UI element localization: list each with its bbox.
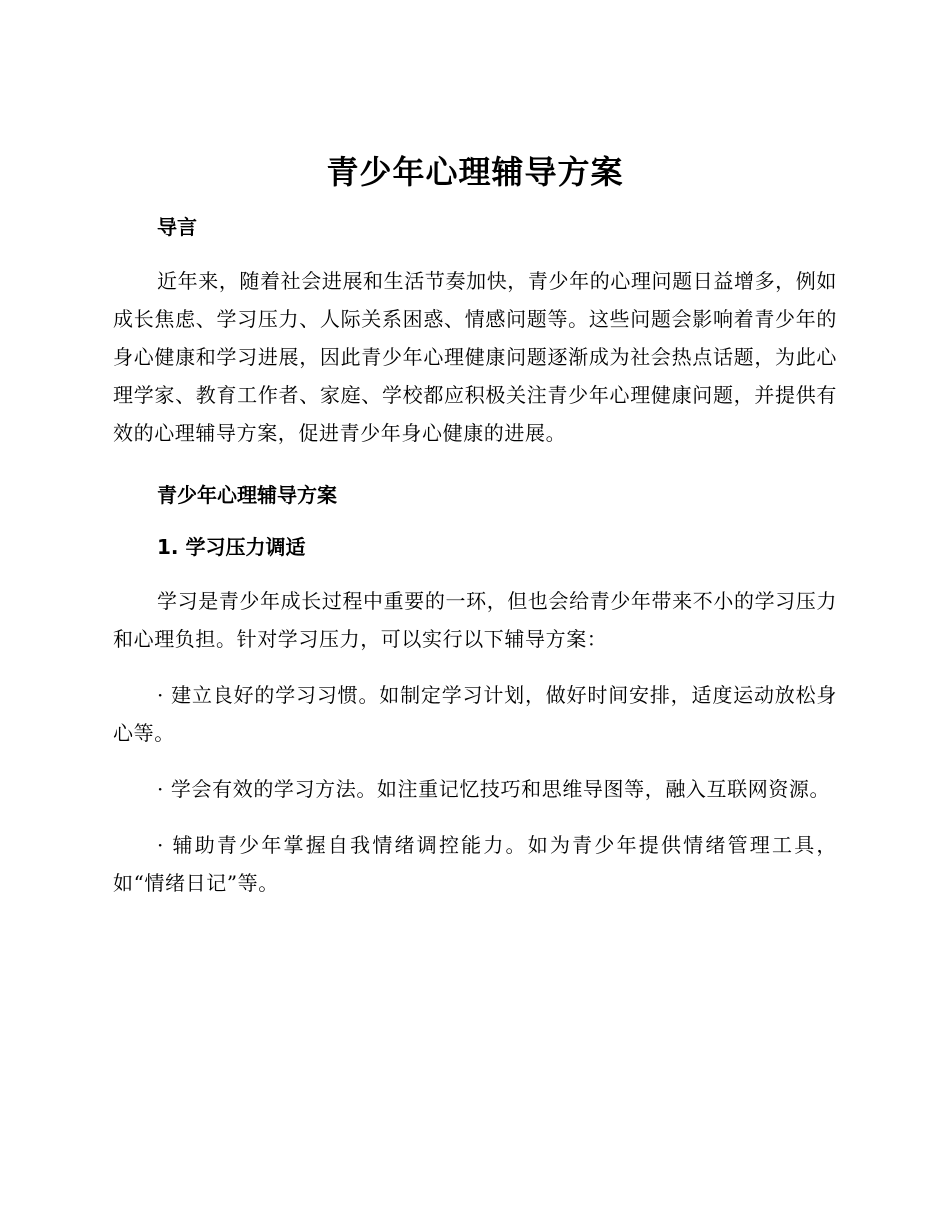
bullet-item-study-habits: · 建立良好的学习习惯。如制定学习计划，做好时间安排，适度运动放松身心等。 [113, 683, 837, 745]
section-heading-introduction: 导言 [157, 215, 197, 239]
study-pressure-paragraph: 学习是青少年成长过程中重要的一环，但也会给青少年带来不小的学习压力和心理负担。针对学习压力，可以实行以下辅导方案： [113, 589, 837, 651]
subsection-heading-study-pressure: 1. 学习压力调适 [157, 535, 306, 559]
bullet-item-emotion-control: · 辅助青少年掌握自我情绪调控能力。如为青少年提供情绪管理工具，如“情绪日记”等。 [113, 833, 837, 895]
bullet-item-study-methods: · 学会有效的学习方法。如注重记忆技巧和思维导图等，融入互联网资源。 [157, 777, 831, 801]
section-heading-plan: 青少年心理辅导方案 [157, 483, 337, 507]
document-title: 青少年心理辅导方案 [326, 153, 624, 191]
introduction-paragraph: 近年来，随着社会进展和生活节奏加快，青少年的心理问题日益增多，例如成长焦虑、学习压力、人际关系困惑、情感问题等。这些问题会影响着青少年的身心健康和学习进展，因此青少年心理健康问题逐渐成为社会热点话题，为此心理学家、教育工作者、家庭、学校都应积极关注青少年心理健康问题，并提供有效的心理辅导方案，促进青少年身心健康的进展。 [113, 269, 837, 445]
document-page [113, 148, 837, 920]
